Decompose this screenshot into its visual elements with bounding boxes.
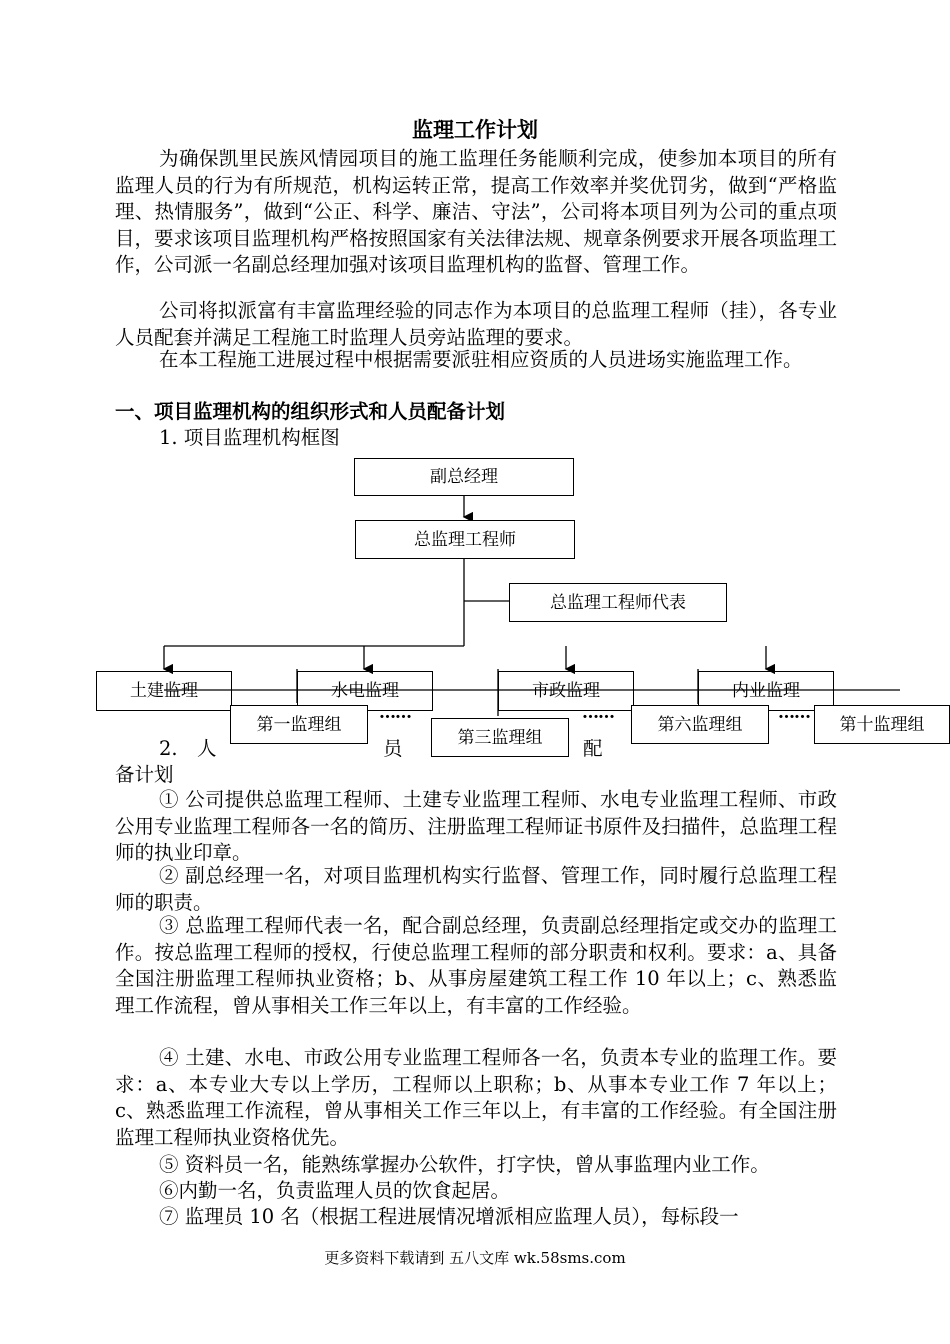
ellipsis-1: …… [379, 703, 411, 723]
item-6: ⑥内勤一名，负责监理人员的饮食起居。 [159, 1179, 511, 1202]
item-4: ④ 土建、水电、市政公用专业监理工程师各一名，负责本专业的监理工作。要求：a、本专业大专以上学历，工程师以上职称；b、从事本专业工作 7 年以上；c、熟悉监理工作流程，曾从事相关工作三年以上，有丰富的工作经验。有全国注册监理工程师执业资格优先。 [115, 1046, 837, 1149]
paragraph-staffing: 在本工程施工进展过程中根据需要派驻相应资质的人员进场实施监理工作。 [159, 348, 803, 371]
subsection-2-tail: 备计划 [115, 763, 174, 786]
item-3: ③ 总监理工程师代表一名，配合副总经理，负责副总经理指定或交办的监理工作。按总监理工程师的授权，行使总监理工程师的部分职责和权利。要求：a、具备全国注册监理工程师执业资格；b、从事房屋建筑工程工作 10 年以上；c、熟悉监理工作流程，曾从事相关工作三年以上，有丰富的工作经验。 [115, 914, 837, 1017]
box-group-10: 第十监理组 [814, 705, 950, 744]
paragraph-intro: 为确保凯里民族风情园项目的施工监理任务能顺利完成，使参加本项目的所有监理人员的行为有所规范，机构运转正常，提高工作效率并奖优罚劣，做到“严格监理、热情服务”，做到“公正、科学、廉洁、守法”，公司将本项目列为公司的重点项目，要求该项目监理机构严格按照国家有关法律法规、规章条例要求开展各项监理工作，公司派一名副总经理加强对该项目监理机构的监督、管理工作。 [115, 147, 837, 276]
box-dept-municipal: 市政监理 [498, 671, 634, 711]
item-1: ① 公司提供总监理工程师、土建专业监理工程师、水电专业监理工程师、市政公用专业监理工程师各一名的简历、注册监理工程师证书原件及扫描件，总监理工程师的执业印章。 [115, 788, 837, 864]
box-deputy-gm: 副总经理 [354, 458, 574, 496]
box-dept-civil: 土建监理 [96, 671, 232, 711]
box-group-6: 第六监理组 [631, 705, 769, 744]
box-group-1: 第一监理组 [230, 705, 368, 744]
item-7: ⑦ 监理员 10 名（根据工程进展情况增派相应监理人员），每标段一 [159, 1205, 739, 1228]
box-chief-engineer: 总监理工程师 [355, 520, 575, 559]
box-group-3: 第三监理组 [431, 718, 569, 757]
subsection-2-fragment-1: 人 [197, 737, 217, 760]
paragraph-chief-engineer: 公司将拟派富有丰富监理经验的同志作为本项目的总监理工程师（挂），各专业人员配套并满足工程施工时监理人员旁站监理的要求。 [115, 299, 837, 349]
subsection-heading-1: 1. 项目监理机构框图 [159, 426, 340, 449]
section-heading-1: 一、项目监理机构的组织形式和人员配备计划 [115, 400, 506, 423]
box-dept-internal: 内业监理 [698, 671, 834, 711]
ellipsis-3: …… [778, 703, 810, 723]
ellipsis-2: …… [582, 703, 614, 723]
item-2: ② 副总经理一名，对项目监理机构实行监督、管理工作，同时履行总监理工程师的职责。 [115, 864, 837, 914]
document-title: 监理工作计划 [412, 117, 538, 142]
subsection-2-fragment-3: 配 [583, 737, 603, 760]
box-dept-water-electric: 水电监理 [297, 671, 433, 711]
subsection-2-fragment-2: 员 [383, 737, 403, 760]
box-chief-representative: 总监理工程师代表 [509, 583, 727, 622]
subsection-2-number: 2. [159, 737, 178, 760]
page-footer: 更多资料下载请到 五八文库 wk.58sms.com [324, 1249, 626, 1267]
item-5: ⑤ 资料员一名，能熟练掌握办公软件，打字快，曾从事监理内业工作。 [159, 1153, 770, 1176]
